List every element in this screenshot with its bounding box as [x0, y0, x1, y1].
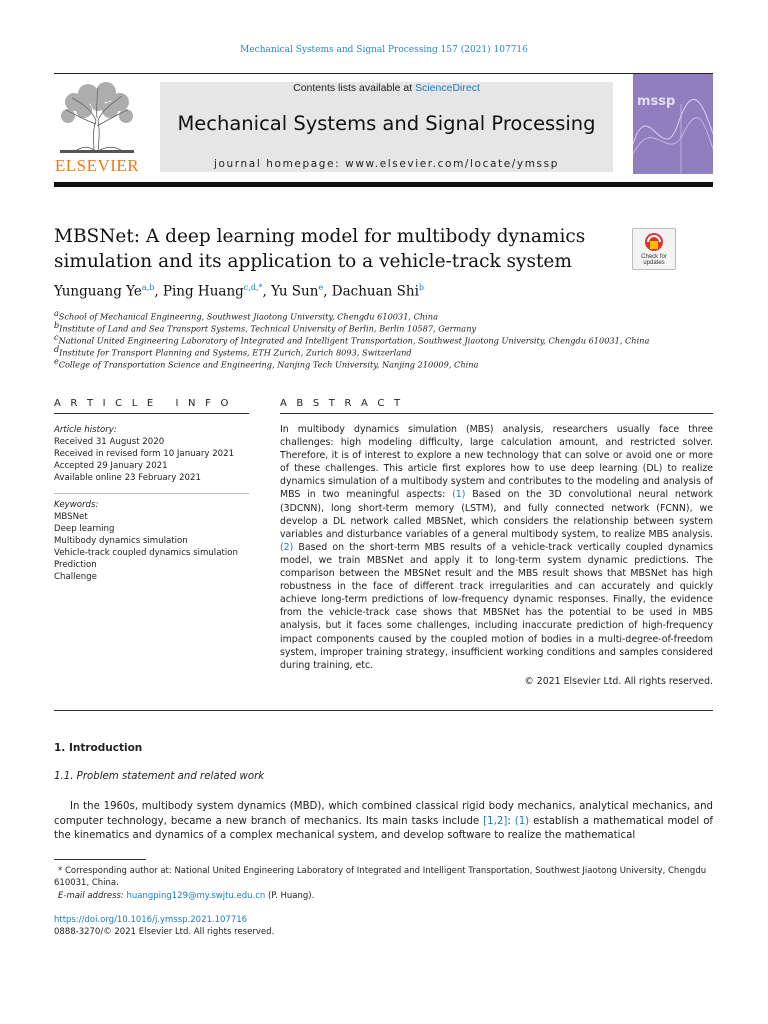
author-name[interactable]: Yu Sun [271, 283, 319, 300]
corresponding-author-note: * Corresponding author at: National United Engineering Laboratory of Integrated and Intelligent Transportation, Southwest Jiaotong University, Chengdu 610031, China. [54, 866, 707, 888]
keyword-item: Deep learning [54, 524, 115, 534]
list-mark-link[interactable]: (1) [514, 815, 530, 827]
email-line: E-mail address: huangping129@my.swjtu.edu.cn (P. Huang). [58, 891, 315, 901]
homepage-url[interactable]: www.elsevier.com/locate/ymssp [345, 158, 559, 170]
affiliation-d: $^d$Institute for Transport Planning and Systems, ETH Zurich, Zurich 8093, Switzerland [54, 345, 412, 358]
journal-cover-image[interactable] [633, 74, 713, 174]
author-list [54, 283, 714, 300]
check-updates-icon [633, 231, 675, 255]
keywords-heading: Keywords: [54, 500, 99, 510]
abstract-text: In multibody dynamics simulation (MBS) analysis, researchers usually face three challenges: high modeling difficulty, large calculation amount, and restricted solver. Therefore, it is of interest to explore a new technology that can solve or avoid one or more of these challenges. This article first explores how to use deep learning (DL) to realize dynamics simulation of a multibody system and contributes to the modeling and analysis of MBS in two meaningful aspects: (1) Based on the 3D convolutional neural network (3DCNN), long short-term memory (LSTM), and fully connected network (FCNN), we develop a DL network called MBSNet, which considers the relationship between system variables and disturbance variables of a general multibody system, to realize MBS analysis. (2) Based on the short-term MBS results of a vehicle-track vertically coupled dynamics model, we train MBSNet and apply it to long-term system dynamic predictions. The comparison between the MBSNet result and the MBS result shows that MBSNet has high robustness in the face of different track irregularities and can accurately and quickly achieve long-term predictions of low-frequency dynamic responses. Finally, the evidence from the vehicle-track case shows that MBSNet has the potential to be used in MBS analysis, but it faces some challenges, including inaccurate prediction of high-frequency impact components caused by the coupled motion of bodies in a multi-degree-of-freedom system, improper training strategy, insufficient working conditions and samples considered during training, etc. [280, 424, 713, 671]
journal-title: Mechanical Systems and Signal Processing [177, 112, 596, 135]
history-item: Available online 23 February 2021 [54, 473, 201, 483]
section-heading: 1. Introduction [54, 742, 143, 754]
body-paragraph: In the 1960s, multibody system dynamics (MBD), which combined classical rigid body mechanics, analytical mechanics, and computer technology, became a new branch of mechanics. Its main tasks include [1,2]: (1) establish a mathematical model of the kinematics and dynamics of a complex mechanical system, and develop software to realize the mathematical [54, 801, 714, 841]
affiliation-a: $^a$School of Mechanical Engineering, Southwest Jiaotong University, Chengdu 610031, China [54, 309, 438, 322]
affiliation-e: $^e$College of Transportation Science and Engineering, Nanjing Tech University, Nanjing 210009, China [54, 357, 479, 370]
section-divider [54, 710, 713, 711]
author-affil-mark[interactable]: a,b [141, 283, 155, 292]
check-updates-label: Check for updates [641, 254, 667, 266]
article-title: MBSNet: A deep learning model for multibody dynamics simulation and its application to a vehicle-track system [54, 226, 586, 272]
footnote-rule [54, 859, 146, 860]
affiliation-c: $^c$National United Engineering Laboratory of Integrated and Intelligent Transportation, Southwest Jiaotong University, Chengdu 610031, China [54, 333, 650, 346]
history-heading: Article history: [54, 425, 117, 435]
history-item: Accepted 29 January 2021 [54, 461, 168, 471]
list-mark-link[interactable]: (1) [452, 489, 466, 501]
article-info-heading: A R T I C L E I N F O [54, 398, 232, 409]
abstract-heading: A B S T R A C T [280, 398, 404, 409]
check-for-updates-button[interactable] [632, 228, 676, 270]
cover-title: mssp [637, 94, 676, 109]
author-name[interactable]: Ping Huang [162, 283, 244, 300]
author-name[interactable]: Dachuan Shi [331, 283, 419, 300]
keyword-item: Multibody dynamics simulation [54, 536, 188, 546]
article-info-rule [54, 413, 249, 414]
author-affil-mark[interactable]: c,d,* [243, 283, 263, 292]
author-sep: , [262, 283, 272, 300]
author-affil-mark[interactable]: e [318, 283, 324, 292]
keywords [54, 499, 249, 583]
header-rule [54, 73, 713, 74]
author-affil-mark[interactable]: b [418, 283, 425, 292]
author-sep: , [323, 283, 332, 300]
info-divider [54, 493, 249, 494]
author-name[interactable]: Yunguang Ye [54, 283, 142, 300]
cover-wave-graphic [633, 74, 713, 174]
keyword-item: Vehicle-track coupled dynamics simulation [54, 548, 238, 558]
author-sep: , [154, 283, 163, 300]
keyword-item: MBSNet [54, 512, 88, 522]
contents-prefix: Contents lists available at [293, 82, 416, 94]
header-thick-rule [54, 182, 713, 187]
keyword-item: Challenge [54, 572, 97, 582]
list-mark-link[interactable]: (2) [280, 541, 294, 553]
keyword-item: Prediction [54, 560, 97, 570]
homepage-prefix: journal homepage: [214, 158, 346, 170]
doi-link[interactable]: https://doi.org/10.1016/j.ymssp.2021.107716 [54, 915, 248, 925]
abstract-rule [280, 413, 713, 414]
subsection-heading: 1.1. Problem statement and related work [54, 771, 265, 782]
citation-link[interactable]: [1,2] [483, 815, 508, 827]
article-history [54, 424, 249, 484]
abstract-copyright: © 2021 Elsevier Ltd. All rights reserved. [524, 676, 713, 687]
history-item: Received in revised form 10 January 2021 [54, 449, 235, 459]
elsevier-wordmark: ELSEVIER [54, 156, 140, 175]
history-item: Received 31 August 2020 [54, 437, 165, 447]
journal-reference[interactable]: Mechanical Systems and Signal Processing 157 (2021) 107716 [240, 45, 528, 55]
contents-line [160, 82, 613, 94]
issn-line: 0888-3270/© 2021 Elsevier Ltd. All rights reserved. [54, 927, 275, 937]
sciencedirect-link[interactable]: ScienceDirect [415, 82, 480, 94]
journal-homepage [160, 158, 613, 170]
email-link[interactable]: huangping129@my.swjtu.edu.cn [126, 891, 266, 901]
affiliation-b: $^b$Institute of Land and Sea Transport Systems, Technical University of Berlin, Berlin 10587, Germany [54, 321, 477, 334]
